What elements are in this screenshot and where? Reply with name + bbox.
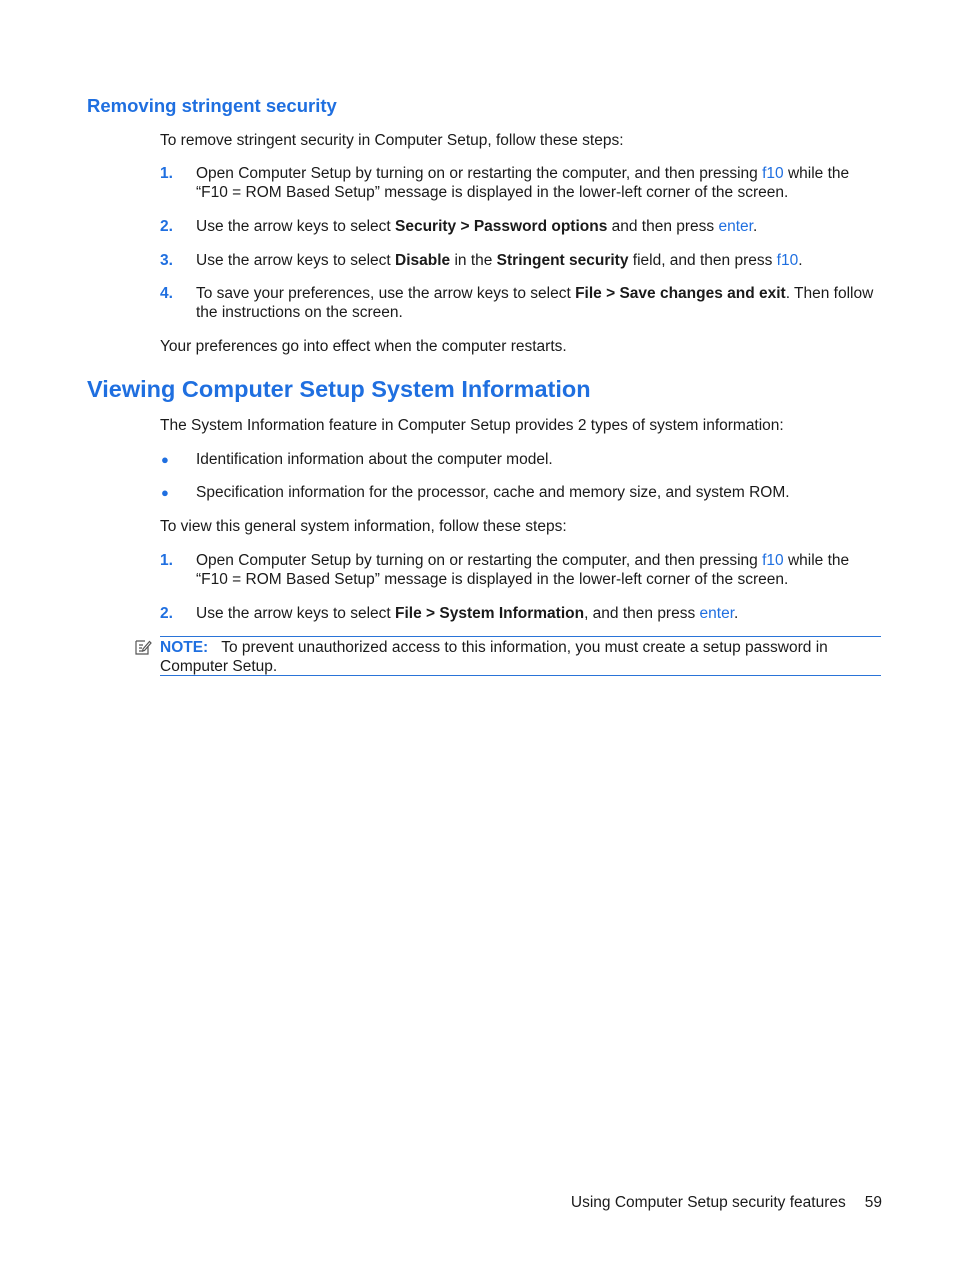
step-item [160,164,882,202]
step-text: Use the arrow keys to select Disable in the Stringent security field, and then press f10. [196,252,803,269]
note-label: NOTE: [160,639,209,656]
step-item [160,284,882,322]
step-text: Open Computer Setup by turning on or restarting the computer, and then pressing f10 while the “F10 = ROM Based Setup” message is displayed in the lower-left corner of the screen. [196,552,850,588]
step-item [160,217,882,236]
section2-intro: The System Information feature in Computer Setup provides 2 types of system information: [160,417,784,434]
section1-intro: To remove stringent security in Computer Setup, follow these steps: [160,132,624,149]
bullet-icon: ● [161,485,169,500]
step-text: Use the arrow keys to select File > System Information, and then press enter. [196,605,739,622]
step-item [160,604,882,623]
key-enter: enter [718,218,753,235]
step-text: To save your preferences, use the arrow keys to select File > Save changes and exit. Then follow the instructions on the screen. [196,285,874,321]
bullet-text: Identification information about the computer model. [196,451,553,468]
step-number: 1. [160,165,173,182]
bullet-text: Specification information for the processor, cache and memory size, and system ROM. [196,484,790,501]
note-text: NOTE: To prevent unauthorized access to this information, you must create a setup password in Computer Setup. [160,639,828,675]
page-footer [571,1193,882,1212]
step-number: 1. [160,552,173,569]
note-pencil-icon [134,638,152,656]
bullet-icon: ● [161,452,169,467]
step-text: Use the arrow keys to select Security > Password options and then press enter. [196,218,758,235]
step-number: 2. [160,605,173,622]
step-number: 4. [160,285,173,302]
section-heading-removing-stringent-security: Removing stringent security [87,95,337,116]
page-number: 59 [864,1194,882,1211]
section-heading-viewing-system-information: Viewing Computer Setup System Information [87,376,591,402]
step-number: 2. [160,218,173,235]
step-text: Open Computer Setup by turning on or restarting the computer, and then pressing f10 while the “F10 = ROM Based Setup” message is displayed in the lower-left corner of the screen. [196,165,850,201]
section1-outro: Your preferences go into effect when the computer restarts. [160,338,567,355]
key-f10: f10 [762,552,784,569]
step-number: 3. [160,252,173,269]
bullet-item [160,483,882,502]
step-item [160,551,882,589]
step-item [160,251,882,270]
footer-title: Using Computer Setup security features [570,1194,846,1211]
key-f10: f10 [776,252,799,269]
section2-intro2: To view this general system information, follow these steps: [160,518,567,535]
key-enter: enter [699,605,735,622]
bullet-item [160,450,882,469]
key-f10: f10 [762,165,784,182]
note-box [160,636,881,676]
